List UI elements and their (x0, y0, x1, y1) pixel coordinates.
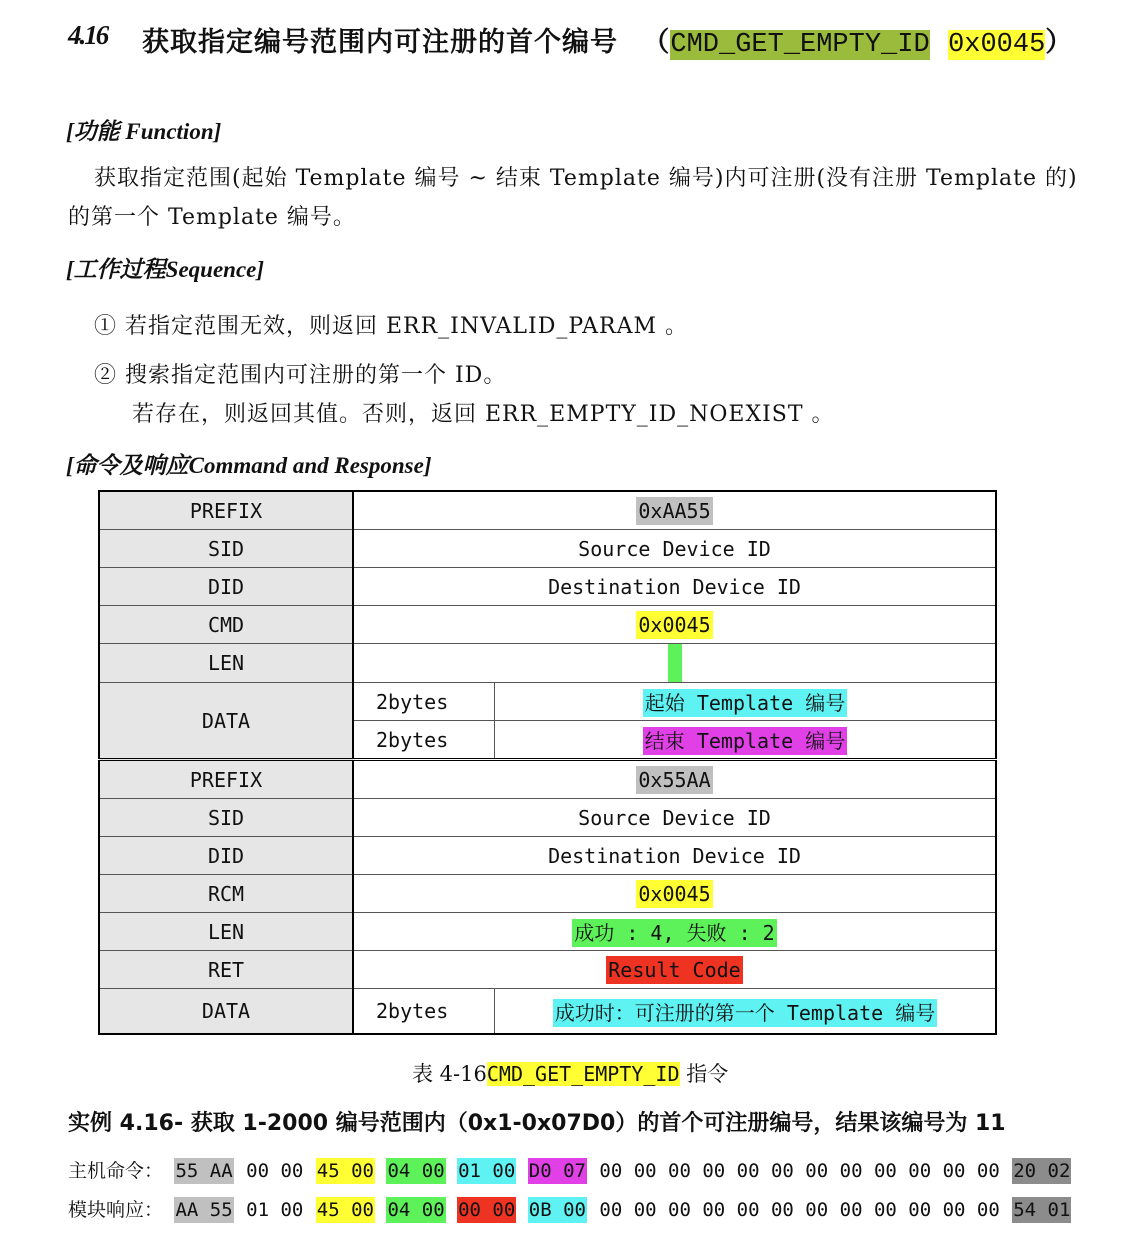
module-byte: 00 00 (458, 1199, 516, 1221)
data1-size: 2bytes (353, 683, 495, 721)
rsp-did-value: Destination Device ID (353, 837, 996, 875)
host-byte: 01 00 (458, 1160, 516, 1182)
table-row (99, 875, 996, 913)
rsp-len-label: LEN (99, 913, 353, 951)
len-highlight-marker (668, 644, 682, 682)
paren-close: ） (1045, 27, 1074, 58)
prefix-value: 0xAA55 (638, 498, 711, 523)
host-command-row (68, 1156, 1071, 1183)
table-row (99, 951, 996, 989)
sequence-step-2-cont: 若存在，则返回其值。否则，返回 ERR_EMPTY_ID_NOEXIST 。 (132, 402, 835, 427)
module-byte: 0B 00 (528, 1199, 586, 1221)
sid-label: SID (99, 530, 353, 568)
data1-value: 起始 Template 编号 (644, 691, 846, 715)
module-byte: 45 00 (316, 1199, 374, 1221)
module-byte: 01 00 (246, 1199, 304, 1221)
host-command-label: 主机命令： (68, 1160, 164, 1182)
rsp-data-size: 2bytes (353, 989, 495, 1035)
table-row (99, 760, 996, 799)
table-row (99, 530, 996, 568)
table-row (99, 491, 996, 530)
rsp-prefix-label: PREFIX (99, 760, 353, 799)
module-byte: 54 01 (1013, 1199, 1071, 1221)
paren-open: （ (642, 27, 671, 58)
rsp-len-value: 成功 : 4, 失败 : 2 (574, 921, 775, 945)
table-row (99, 644, 996, 683)
did-value: Destination Device ID (353, 568, 996, 606)
section-title (142, 20, 1073, 60)
example-title: 实例 4.16- 获取 1-2000 编号范围内（0x1-0x07D0）的首个可注册编号，结果该编号为 11 (68, 1111, 1006, 1136)
caption-suffix: 指令 (679, 1062, 729, 1086)
cmd-value: 0x0045 (638, 612, 711, 637)
data2-size: 2bytes (353, 721, 495, 760)
table-row (99, 606, 996, 644)
module-byte: AA 55 (175, 1199, 233, 1221)
cmd-code-highlight: 0x0045 (948, 30, 1046, 60)
table-row (99, 989, 996, 1035)
sequence-step-1: ① 若指定范围无效，则返回 ERR_INVALID_PARAM 。 (94, 314, 688, 339)
module-response-row (68, 1195, 1071, 1222)
module-byte: 04 00 (387, 1199, 445, 1221)
host-byte: 55 AA (175, 1160, 233, 1182)
function-section-title: [功能 Function] (66, 119, 222, 144)
rcm-label: RCM (99, 875, 353, 913)
host-byte: 45 00 (316, 1160, 374, 1182)
cmd-label: CMD (99, 606, 353, 644)
did-label: DID (99, 568, 353, 606)
command-section-title: [命令及响应Command and Response] (66, 453, 432, 478)
rsp-data-label: DATA (99, 989, 353, 1035)
table-caption (412, 1058, 728, 1088)
ret-label: RET (99, 951, 353, 989)
rsp-data-value: 成功时：可注册的第一个 Template 编号 (554, 1000, 936, 1025)
host-byte: D0 07 (528, 1160, 586, 1182)
host-byte: 00 00 (246, 1160, 304, 1182)
host-byte: 00 00 00 00 00 00 00 00 00 00 00 00 (599, 1160, 1000, 1182)
len-label: LEN (99, 644, 353, 683)
table-row (99, 568, 996, 606)
rcm-value: 0x0045 (638, 881, 711, 906)
table-row (99, 913, 996, 951)
rsp-did-label: DID (99, 837, 353, 875)
module-response-label: 模块响应： (68, 1199, 164, 1221)
caption-prefix: 表 4-16 (412, 1062, 487, 1086)
table-row (99, 799, 996, 837)
function-text-line1: 获取指定范围(起始 Template 编号 ~ 结束 Template 编号)内可注册(没有注册 Template 的) (94, 166, 1078, 191)
sequence-step-2: ② 搜索指定范围内可注册的第一个 ID。 (94, 363, 507, 388)
module-byte: 00 00 00 00 00 00 00 00 00 00 00 00 (599, 1199, 1000, 1221)
host-byte: 04 00 (387, 1160, 445, 1182)
section-number: 4.16 (68, 20, 108, 50)
ret-value: Result Code (608, 957, 741, 982)
host-byte: 20 02 (1013, 1160, 1071, 1182)
rsp-prefix-value: 0x55AA (638, 767, 711, 792)
section-title-text: 获取指定编号范围内可注册的首个编号 (142, 27, 618, 58)
command-response-table (98, 490, 997, 1035)
rsp-sid-label: SID (99, 799, 353, 837)
caption-cmd: CMD_GET_EMPTY_ID (486, 1062, 680, 1086)
sequence-section-title: [工作过程Sequence] (66, 257, 265, 282)
prefix-label: PREFIX (99, 491, 353, 530)
sid-value: Source Device ID (353, 530, 996, 568)
data2-value: 结束 Template 编号 (644, 729, 846, 753)
table-row (99, 683, 996, 721)
rsp-sid-value: Source Device ID (353, 799, 996, 837)
function-text-line2: 的第一个 Template 编号。 (68, 205, 356, 230)
data-label: DATA (99, 683, 353, 760)
table-row (99, 837, 996, 875)
cmd-name-highlight: CMD_GET_EMPTY_ID (670, 30, 930, 60)
